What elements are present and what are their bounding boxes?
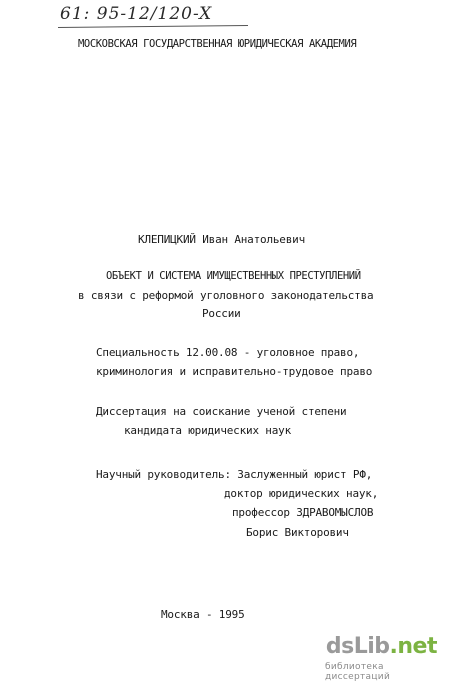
- specialty-line-1: Специальность 12.00.08 - уголовное право,: [96, 346, 360, 359]
- author-name: КЛЕПИЦКИЙ Иван Анатольевич: [138, 233, 305, 246]
- dslib-subtitle: библиотека диссертаций: [325, 662, 391, 682]
- dissertation-title-line-3: России: [202, 307, 241, 320]
- degree-line-1: Диссертация на соискание ученой степени: [96, 405, 347, 418]
- supervisor-line-4: Борис Викторович: [246, 526, 349, 539]
- dissertation-title-line-2: в связи с реформой уголовного законодательства: [78, 289, 374, 302]
- supervisor-line-2: доктор юридических наук,: [224, 487, 379, 500]
- academy-name: МОСКОВСКАЯ ГОСУДАРСТВЕННАЯ ЮРИДИЧЕСКАЯ АКАДЕМИЯ: [78, 38, 357, 50]
- place-and-year: Москва - 1995: [161, 608, 245, 621]
- dslib-watermark-logo: [325, 632, 447, 680]
- handwritten-archive-code: 61: 95-12/120-X: [60, 4, 213, 24]
- handwritten-underline: [58, 25, 248, 28]
- dslib-brand: dsLib.net: [325, 634, 437, 659]
- supervisor-line-3: профессор ЗДРАВОМЫСЛОВ: [232, 506, 374, 519]
- specialty-line-2: криминология и исправительно-трудовое право: [96, 365, 373, 378]
- dissertation-title-line-1: ОБЪЕКТ И СИСТЕМА ИМУЩЕСТВЕННЫХ ПРЕСТУПЛЕНИЙ: [106, 270, 361, 282]
- supervisor-line-1: Научный руководитель: Заслуженный юрист РФ,: [96, 468, 373, 481]
- degree-line-2: кандидата юридических наук: [124, 424, 291, 437]
